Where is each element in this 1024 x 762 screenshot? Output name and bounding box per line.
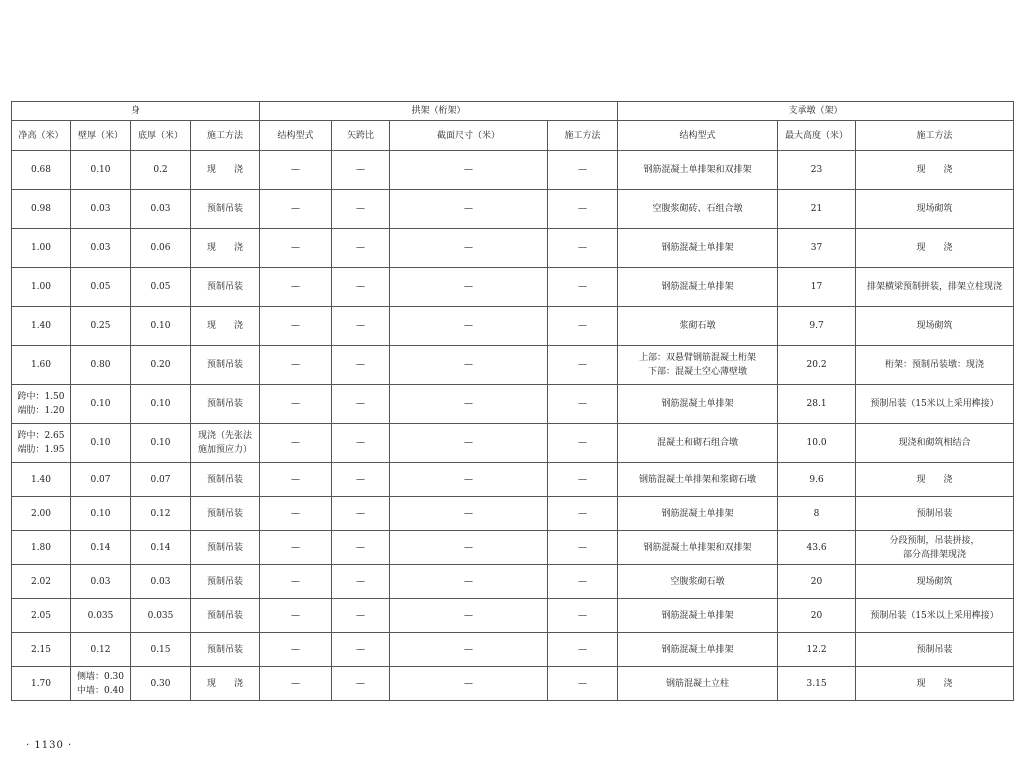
table-cell: — <box>260 633 332 667</box>
table-cell: 现 浇 <box>191 229 260 268</box>
table-cell: 28.1 <box>778 385 856 424</box>
table-cell: 跨中：2.65 端肋：1.95 <box>12 424 71 463</box>
column-header: 施工方法 <box>548 121 618 151</box>
table-cell: — <box>332 385 390 424</box>
table-cell: — <box>260 667 332 701</box>
table-cell: — <box>332 190 390 229</box>
column-header: 施工方法 <box>856 121 1014 151</box>
table-cell: — <box>390 307 548 346</box>
table-row <box>12 531 1014 565</box>
table-cell: 桁架：预制吊装墩：现浇 <box>856 346 1014 385</box>
table-cell: 10.0 <box>778 424 856 463</box>
table-cell: — <box>260 497 332 531</box>
table-row <box>12 599 1014 633</box>
table-cell: — <box>260 229 332 268</box>
table-cell: — <box>260 151 332 190</box>
table-cell: — <box>548 190 618 229</box>
table-cell: 0.05 <box>71 268 131 307</box>
table-cell: — <box>390 190 548 229</box>
table-cell: 0.035 <box>71 599 131 633</box>
table-cell: 9.6 <box>778 463 856 497</box>
table-cell: — <box>390 229 548 268</box>
table-cell: 侧墙：0.30 中墙：0.40 <box>71 667 131 701</box>
table-cell: 0.25 <box>71 307 131 346</box>
table-cell: 分段预制，吊装拼接， 部分高排架现浇 <box>856 531 1014 565</box>
table-cell: 2.15 <box>12 633 71 667</box>
table-cell: — <box>260 268 332 307</box>
table-cell: 钢筋混凝土立柱 <box>618 667 778 701</box>
table-cell: — <box>548 667 618 701</box>
table-cell: 空腹浆砌砖、石组合墩 <box>618 190 778 229</box>
group-header-row <box>12 102 1014 121</box>
table-cell: 现 浇 <box>856 667 1014 701</box>
table-cell: 钢筋混凝土单排架和浆砌石墩 <box>618 463 778 497</box>
table-cell: 1.40 <box>12 463 71 497</box>
table-cell: 预制吊装 <box>191 565 260 599</box>
table-cell: — <box>260 531 332 565</box>
table-cell: 0.05 <box>131 268 191 307</box>
table-cell: — <box>332 531 390 565</box>
table-cell: 0.03 <box>71 565 131 599</box>
table-cell: — <box>332 229 390 268</box>
table-cell: 现 浇 <box>856 151 1014 190</box>
table-row <box>12 633 1014 667</box>
table-cell: 1.70 <box>12 667 71 701</box>
table-cell: 0.07 <box>71 463 131 497</box>
table-cell: 0.07 <box>131 463 191 497</box>
table-cell: 20 <box>778 565 856 599</box>
table-row <box>12 307 1014 346</box>
table-row <box>12 667 1014 701</box>
page-number: · 1130 · <box>26 740 73 751</box>
table-cell: — <box>332 497 390 531</box>
table-cell: — <box>390 531 548 565</box>
table-cell: 预制吊装 <box>191 268 260 307</box>
table-cell: 0.03 <box>131 565 191 599</box>
table-cell: — <box>390 385 548 424</box>
table-cell: 钢筋混凝土单排架 <box>618 497 778 531</box>
table-cell: 现场砌筑 <box>856 190 1014 229</box>
table-cell: 0.10 <box>71 385 131 424</box>
table-cell: — <box>390 633 548 667</box>
table-row <box>12 463 1014 497</box>
column-header: 底厚（米） <box>131 121 191 151</box>
table-cell: — <box>548 497 618 531</box>
table-cell: 37 <box>778 229 856 268</box>
group-header-body: 身 <box>12 102 260 121</box>
table-cell: 预制吊装 <box>191 463 260 497</box>
table-row <box>12 424 1014 463</box>
table-cell: — <box>260 190 332 229</box>
table-cell: 17 <box>778 268 856 307</box>
table-cell: 现 浇 <box>191 307 260 346</box>
table-cell: 1.00 <box>12 268 71 307</box>
data-table <box>11 101 1014 701</box>
table-cell: 9.7 <box>778 307 856 346</box>
table-cell: 12.2 <box>778 633 856 667</box>
table-cell: 0.10 <box>131 307 191 346</box>
group-header-arch: 拱架（桁架） <box>260 102 618 121</box>
table-cell: 0.20 <box>131 346 191 385</box>
table-cell: 2.02 <box>12 565 71 599</box>
column-header-row <box>12 121 1014 151</box>
table-cell: — <box>548 229 618 268</box>
column-header: 净高（米） <box>12 121 71 151</box>
table-cell: 0.14 <box>131 531 191 565</box>
table-cell: 0.10 <box>131 385 191 424</box>
table-cell: 现 浇 <box>856 229 1014 268</box>
table-cell: — <box>332 633 390 667</box>
table-cell: — <box>332 307 390 346</box>
table-cell: — <box>332 424 390 463</box>
table-cell: 1.60 <box>12 346 71 385</box>
table-cell: 8 <box>778 497 856 531</box>
table-cell: 预制吊装 <box>191 497 260 531</box>
table-cell: 现 浇 <box>856 463 1014 497</box>
table-cell: — <box>548 151 618 190</box>
table-cell: — <box>332 565 390 599</box>
table-cell: 预制吊装 <box>856 633 1014 667</box>
table-cell: 现场砌筑 <box>856 565 1014 599</box>
table-cell: 排架横梁预制拼装，排架立柱现浇 <box>856 268 1014 307</box>
table-cell: 预制吊装（15米以上采用榫接） <box>856 599 1014 633</box>
table-cell: 0.12 <box>71 633 131 667</box>
table-cell: 2.00 <box>12 497 71 531</box>
table-cell: 钢筋混凝土单排架和双排架 <box>618 151 778 190</box>
table-cell: 空腹浆砌石墩 <box>618 565 778 599</box>
table-cell: — <box>332 346 390 385</box>
table-cell: 预制吊装 <box>191 633 260 667</box>
table-cell: — <box>260 463 332 497</box>
table-cell: — <box>548 424 618 463</box>
table-cell: 0.10 <box>71 424 131 463</box>
table-cell: 现浇（先张法 施加预应力） <box>191 424 260 463</box>
table-cell: — <box>332 667 390 701</box>
table-cell: 20 <box>778 599 856 633</box>
table-cell: 现 浇 <box>191 151 260 190</box>
table-cell: 钢筋混凝土单排架 <box>618 633 778 667</box>
table-cell: 0.03 <box>71 190 131 229</box>
table-cell: 预制吊装（15米以上采用榫接） <box>856 385 1014 424</box>
table-cell: — <box>260 565 332 599</box>
table-cell: 钢筋混凝土单排架 <box>618 268 778 307</box>
table-row <box>12 346 1014 385</box>
table-cell: 3.15 <box>778 667 856 701</box>
table-cell: — <box>332 463 390 497</box>
table-cell: 预制吊装 <box>191 531 260 565</box>
table-cell: 0.12 <box>131 497 191 531</box>
table-row <box>12 151 1014 190</box>
table-cell: — <box>260 424 332 463</box>
table-cell: 1.00 <box>12 229 71 268</box>
table-cell: — <box>548 346 618 385</box>
table-cell: 0.15 <box>131 633 191 667</box>
table-cell: — <box>548 599 618 633</box>
table-cell: 0.10 <box>71 151 131 190</box>
table-cell: — <box>332 268 390 307</box>
table-cell: 钢筋混凝土单排架 <box>618 229 778 268</box>
group-header-support: 支承墩（架） <box>618 102 1014 121</box>
table-cell: 钢筋混凝土单排架 <box>618 599 778 633</box>
table-cell: 0.14 <box>71 531 131 565</box>
table-cell: — <box>390 599 548 633</box>
table-cell: 0.10 <box>71 497 131 531</box>
table-cell: 预制吊装 <box>856 497 1014 531</box>
table-cell: — <box>390 346 548 385</box>
table-cell: 混凝土和砌石组合墩 <box>618 424 778 463</box>
column-header: 截面尺寸（米） <box>390 121 548 151</box>
table-row <box>12 565 1014 599</box>
table-cell: — <box>332 599 390 633</box>
table-cell: 20.2 <box>778 346 856 385</box>
table-cell: 跨中：1.50 端肋：1.20 <box>12 385 71 424</box>
table-cell: — <box>390 497 548 531</box>
column-header: 矢跨比 <box>332 121 390 151</box>
table-cell: 43.6 <box>778 531 856 565</box>
table-cell: — <box>260 599 332 633</box>
table-cell: 预制吊装 <box>191 385 260 424</box>
table-cell: 现场砌筑 <box>856 307 1014 346</box>
column-header: 壁厚（米） <box>71 121 131 151</box>
table-cell: — <box>260 385 332 424</box>
table-cell: — <box>548 385 618 424</box>
table-cell: 23 <box>778 151 856 190</box>
column-header: 结构型式 <box>260 121 332 151</box>
table-cell: — <box>332 151 390 190</box>
table-cell: 预制吊装 <box>191 346 260 385</box>
table-cell: — <box>548 531 618 565</box>
table-cell: 0.035 <box>131 599 191 633</box>
table-cell: 0.98 <box>12 190 71 229</box>
table-row <box>12 268 1014 307</box>
column-header: 结构型式 <box>618 121 778 151</box>
column-header: 施工方法 <box>191 121 260 151</box>
table-cell: 1.40 <box>12 307 71 346</box>
table-cell: 钢筋混凝土单排架 <box>618 385 778 424</box>
table-cell: — <box>390 268 548 307</box>
table-cell: — <box>260 307 332 346</box>
table-cell: — <box>390 667 548 701</box>
table-cell: 0.06 <box>131 229 191 268</box>
table-cell: — <box>548 307 618 346</box>
table-cell: 0.03 <box>131 190 191 229</box>
table-row <box>12 497 1014 531</box>
table-cell: 钢筋混凝土单排架和双排架 <box>618 531 778 565</box>
table-cell: 现浇和砌筑相结合 <box>856 424 1014 463</box>
table-cell: 0.30 <box>131 667 191 701</box>
table-cell: 0.10 <box>131 424 191 463</box>
table-cell: — <box>390 565 548 599</box>
table-cell: — <box>548 463 618 497</box>
table-row <box>12 385 1014 424</box>
table-cell: 浆砌石墩 <box>618 307 778 346</box>
column-header: 最大高度（米） <box>778 121 856 151</box>
table-cell: — <box>390 151 548 190</box>
table-cell: 2.05 <box>12 599 71 633</box>
table-cell: 0.68 <box>12 151 71 190</box>
table-cell: 现 浇 <box>191 667 260 701</box>
table-row <box>12 190 1014 229</box>
table-cell: 上部：双悬臂钢筋混凝土桁架 下部：混凝土空心薄壁墩 <box>618 346 778 385</box>
table-cell: — <box>548 268 618 307</box>
table-cell: 预制吊装 <box>191 190 260 229</box>
table-cell: — <box>548 565 618 599</box>
table-cell: 0.2 <box>131 151 191 190</box>
table-cell: — <box>260 346 332 385</box>
table-cell: 预制吊装 <box>191 599 260 633</box>
table-cell: 0.03 <box>71 229 131 268</box>
table-row <box>12 229 1014 268</box>
table-cell: 1.80 <box>12 531 71 565</box>
table-cell: — <box>548 633 618 667</box>
table-cell: 0.80 <box>71 346 131 385</box>
table-cell: — <box>390 463 548 497</box>
table-cell: 21 <box>778 190 856 229</box>
table-cell: — <box>390 424 548 463</box>
